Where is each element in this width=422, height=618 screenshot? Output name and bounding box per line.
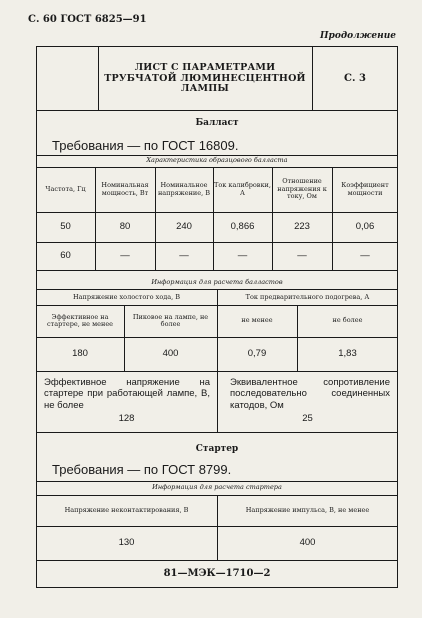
table-cell: 0,866 [230,221,255,233]
ballast-heading: Балласт [195,117,239,128]
equivalent-resistance-label: Эквивалентное сопротивление последовательно соединенных катодов, Ом [230,377,390,411]
table-cell: 400 [162,348,179,360]
continuation-label: Продолжение [320,31,396,41]
table-cell: 0,06 [355,221,375,233]
col-header-voltage: Номинальное напряжение, В [157,181,211,197]
starter-value-right: 400 [299,537,316,549]
sub-header-preheat-max: не более [332,316,363,325]
table-cell: — [179,250,189,262]
starter-requirements: Требования — по ГОСТ 8799. [52,462,232,477]
table-cell: — [297,250,307,262]
table-cell: 60 [60,250,71,262]
sub-header-preheat-min: не менее [241,316,273,325]
effective-voltage-value: 128 [118,412,135,424]
table-cell: — [120,250,130,262]
ballast-requirements: Требования — по ГОСТ 16809. [52,138,239,153]
sheet-title: ЛИСТ С ПАРАМЕТРАМИ ТРУБЧАТОЙ ЛЮМИНЕСЦЕНТНОЙ ЛАМПЫ [104,61,306,95]
table-cell: 240 [176,221,192,233]
page-header: С. 60 ГОСТ 6825—91 [28,14,147,25]
table-cell: 80 [119,221,131,233]
table-cell: 223 [294,221,310,233]
table-cell: — [237,250,248,262]
starter-heading: Стартер [195,443,239,454]
open-circuit-header: Напряжение холостого хода, В [72,292,181,301]
sub-header-lamp-peak: Пиковое на лампе, не более [132,312,209,328]
col-header-current: Ток калибровки, А [214,181,271,197]
ballast-info-caption: Информация для расчета балластов [151,277,283,286]
effective-voltage-label: Эффективное напряжение на стартере при работающей лампе, В, не более [44,377,210,411]
sheet-footer: 81—МЭК—1710—2 [163,568,271,580]
preheat-header: Ток предварительного подогрева, А [245,292,370,301]
table-cell: — [360,250,370,262]
table-cell: 180 [72,348,88,360]
col-header-frequency: Частота, Гц [45,184,86,193]
starter-info-caption: Информация для расчета стартера [152,483,282,492]
starter-col-right: Напряжение импульса, В, не менее [245,506,370,515]
starter-value-left: 130 [118,537,135,549]
col-header-power: Номинальная мощность, Вт [101,181,149,197]
col-header-power-factor: Коэффициент мощности [341,181,389,197]
equivalent-resistance-value: 25 [302,412,313,424]
table-cell: 50 [60,221,71,233]
table-cell: 1,83 [338,348,357,360]
col-header-ratio: Отношение напряжения к току, Ом [277,177,327,201]
char-caption: Характеристика образцового балласта [146,156,288,165]
sheet-number: С. 3 [344,73,366,85]
sub-header-starter-min: Эффективное на стартере, не менее [46,312,114,328]
starter-col-left: Напряжение неконтактирования, В [64,506,189,515]
table-cell: 0,79 [247,348,267,360]
